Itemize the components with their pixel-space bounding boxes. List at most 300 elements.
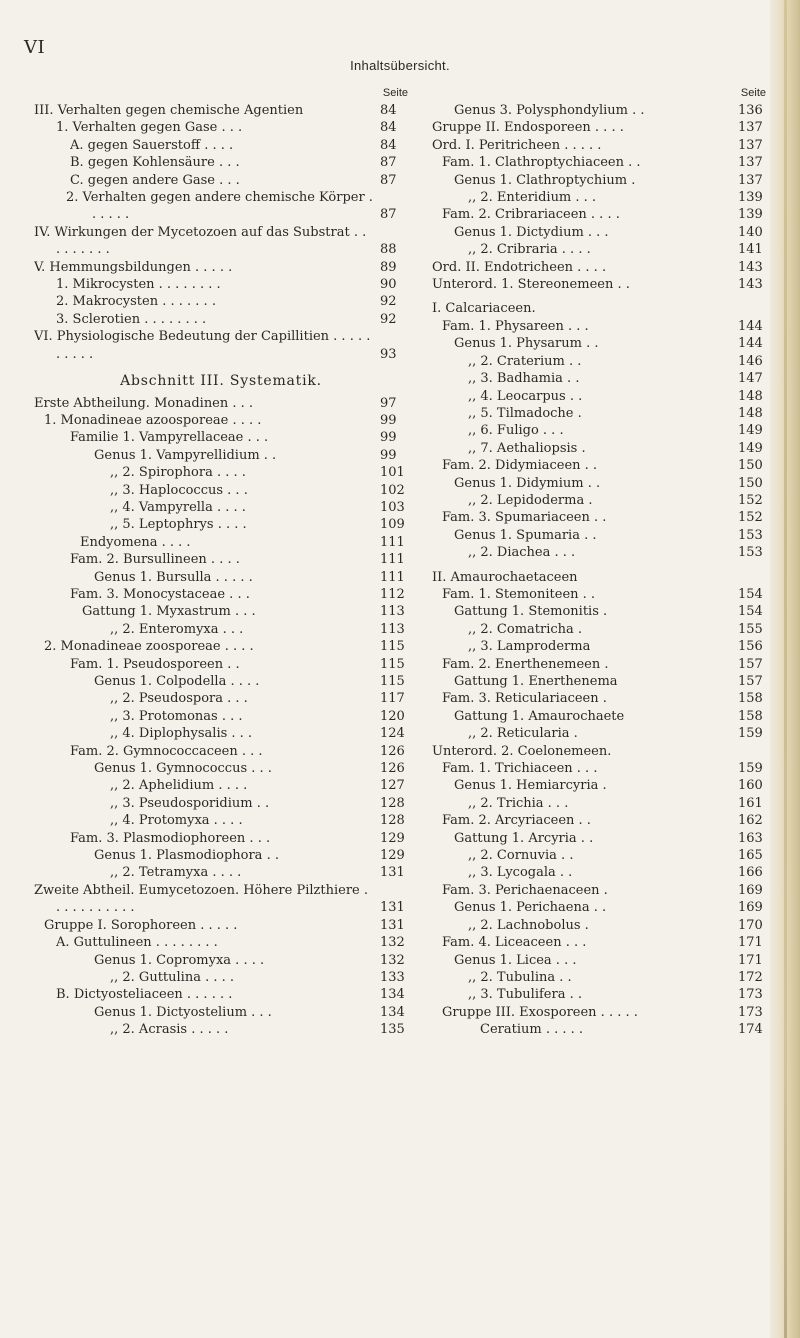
toc-entry-label: Genus 1. Copromyxa . . . . [94,952,265,968]
toc-entry [34,429,408,446]
toc-entry-page: 149 [738,440,763,456]
toc-entry-label: A. gegen Sauerstoff . . . . [70,137,234,153]
toc-entry [432,370,766,387]
toc-entry-page: 124 [380,726,405,742]
toc-entry-label: Fam. 3. Spumariaceen . . [442,510,607,526]
toc-entry [34,293,408,310]
toc-entry [432,586,766,603]
toc-entry-page: 137 [738,120,763,136]
toc-entry-label: ,, 4. Protomyxa . . . . [110,813,243,829]
toc-entry-page: 127 [380,778,405,794]
toc-entry [432,1004,766,1021]
toc-entry-page: 103 [380,499,405,515]
toc-entry [34,311,408,328]
toc-entry-label: ,, 2. Acrasis . . . . . [110,1022,229,1038]
toc-entry-label: Ord. II. Endotricheen . . . . [432,259,607,275]
toc-entry-label: I. Calcariaceen. [432,301,536,317]
toc-entry-label: 2. Verhalten gegen andere chemische Körper . . . . . . [66,190,373,223]
toc-entry [432,405,766,422]
toc-entry-label: Genus 1. Didymium . . [454,475,601,491]
toc-right-column [432,84,766,1039]
toc-right-entries [432,102,766,1039]
toc-entry-page: 140 [738,224,763,240]
toc-entry-label: Erste Abtheilung. Monadinen . . . [34,395,254,411]
toc-entry-label: Fam. 2. Didymiaceen . . [442,458,598,474]
toc-entry-label: ,, 6. Fuligo . . . [468,423,564,439]
toc-entry [34,882,408,917]
toc-entry-label: ,, 3. Tubulifera . . [468,987,582,1003]
toc-entry-label: Gattung 1. Arcyria . . [454,830,594,846]
toc-entry-page: 171 [738,935,763,951]
toc-entry-page: 135 [380,1022,405,1038]
toc-entry [432,673,766,690]
toc-entry [432,603,766,620]
toc-entry [34,952,408,969]
toc-entry-label: Fam. 2. Arcyriaceen . . [442,813,591,829]
toc-entry-label: ,, 2. Enteromyxa . . . [110,621,244,637]
toc-entry-page: 134 [380,987,405,1003]
toc-entry [34,777,408,794]
toc-entry [432,690,766,707]
toc-entry [34,102,408,119]
toc-entry [432,760,766,777]
toc-entry-label: Genus 1. Physarum . . [454,336,599,352]
toc-entry [432,934,766,951]
toc-entry [432,708,766,725]
toc-entry [432,224,766,241]
toc-entry-page: 158 [738,708,763,724]
toc-entry-page: 84 [380,103,397,118]
toc-entry [432,725,766,742]
toc-entry-page: 143 [738,259,763,275]
toc-entry [34,137,408,154]
toc-entry [432,440,766,457]
toc-entry-page: 93 [380,346,397,362]
toc-entry [34,795,408,812]
toc-entry [34,551,408,568]
toc-entry [432,318,766,335]
toc-entry-label: Fam. 3. Monocystaceae . . . [70,586,250,602]
toc-entry-page: 174 [738,1022,763,1038]
toc-entry [432,276,766,293]
toc-entry-page: 147 [738,371,763,387]
toc-entry-label: Genus 1. Perichaena . . [454,900,607,916]
toc-entry [34,708,408,725]
toc-entry [34,603,408,620]
toc-entry-page: 144 [738,336,763,352]
toc-entry-page: 159 [738,726,763,742]
toc-entry-page: 134 [380,1004,405,1020]
toc-entry-page: 133 [380,969,405,985]
toc-entry [34,864,408,881]
toc-entry-label: ,, 2. Lepidoderma . [468,492,593,508]
toc-entry [432,509,766,526]
toc-entry-label: ,, 3. Lamproderma [468,639,591,655]
toc-entry [432,812,766,829]
toc-entry-label: Genus 1. Dictyostelium . . . [94,1004,272,1020]
toc-entry-page: 173 [738,987,763,1003]
toc-entry-label: ,, 2. Cribraria . . . . [468,242,591,258]
toc-entry-label: ,, 2. Tubulina . . [468,969,572,985]
toc-entry-page: 112 [380,586,405,602]
toc-entry-page: 84 [380,120,397,136]
seite-header-right: Seite [740,87,766,99]
toc-entry-page: 132 [380,935,405,951]
toc-entry [34,673,408,690]
toc-entry-label: 1. Monadineae azoosporeae . . . . [44,412,262,428]
toc-entry-label: Genus 1. Dictydium . . . [454,224,609,240]
toc-entry [432,569,766,586]
toc-entry [34,847,408,864]
toc-entry [34,482,408,499]
toc-entry [432,457,766,474]
toc-entry [34,224,408,259]
toc-entry-page: 143 [738,277,763,293]
toc-entry-label: Gattung 1. Amaurochaete [454,708,625,724]
toc-entry-label: 2. Monadineae zoosporeae . . . . [44,639,254,655]
toc-entry-label: Fam. 3. Reticulariaceen . [442,691,607,707]
toc-entry [432,102,766,119]
toc-left-column [34,84,408,1039]
toc-entry-label: Fam. 1. Physareen . . . [442,318,589,334]
toc-entry-page: 154 [738,586,763,602]
toc-entry-page: 158 [738,691,763,707]
toc-entry [34,1004,408,1021]
toc-entry-label: Gattung 1. Stemonitis . [454,604,608,620]
toc-entry [432,899,766,916]
toc-entry-label: Genus 1. Licea . . . [454,952,577,968]
toc-entry-page: 171 [738,952,763,968]
toc-entry-page: 92 [380,294,397,310]
toc-entry-page: 155 [738,621,763,637]
toc-entry [34,464,408,481]
toc-entry-label: Fam. 1. Clathroptychiaceen . . [442,155,641,171]
toc-entry-page: 173 [738,1004,763,1020]
toc-entry [432,864,766,881]
toc-entry [432,1021,766,1038]
toc-entry-page: 115 [380,639,405,655]
toc-entry [34,154,408,171]
toc-entry-label: ,, 3. Badhamia . . [468,371,580,387]
toc-entry [34,328,408,363]
toc-entry [34,172,408,189]
toc-entry [432,952,766,969]
toc-entry [34,621,408,638]
toc-entry-label: Genus 1. Plasmodiophora . . [94,848,279,864]
toc-entry-label: Fam. 2. Gymnococcaceen . . . [70,743,263,759]
toc-entry-label: ,, 2. Lachnobolus . [468,917,589,933]
toc-entry [432,492,766,509]
toc-entry-page: 137 [738,172,763,188]
toc-left-entries [34,102,408,1039]
section-heading [34,373,408,390]
toc-entry-label: 2. Makrocysten . . . . . . . [56,294,216,310]
toc-entry-page: 157 [738,656,763,672]
toc-entry-page: 161 [738,795,763,811]
toc-entry-label: IV. Wirkungen der Mycetozoen auf das Substrat . . . . . . . . . [34,224,367,258]
toc-entry-page: 148 [738,405,763,421]
toc-entry [34,638,408,655]
toc-entry-label: Abschnitt III. Systematik. [120,373,322,390]
toc-entry-label: ,, 2. Trichia . . . [468,795,569,811]
toc-entry-page: 131 [380,865,405,881]
toc-entry-page: 87 [380,155,397,171]
toc-entry [432,621,766,638]
toc-entry [34,986,408,1003]
toc-entry [34,656,408,673]
toc-entry-label: ,, 2. Tetramyxa . . . . [110,865,242,881]
toc-entry-page: 144 [738,318,763,334]
toc-entry [34,569,408,586]
toc-entry [34,725,408,742]
toc-entry [34,760,408,777]
toc-entry-label: Gattung 1. Myxastrum . . . [82,604,256,620]
toc-entry-page: 165 [738,848,763,864]
toc-entry [34,534,408,551]
toc-entry [432,527,766,544]
toc-entry-label: Genus 1. Bursulla . . . . . [94,569,253,585]
toc-entry-label: Fam. 2. Bursullineen . . . . [70,552,240,568]
toc-entry-page: 152 [738,492,763,508]
toc-entry [34,499,408,516]
toc-entry-label: Gruppe I. Sorophoreen . . . . . [44,917,238,933]
toc-entry [432,422,766,439]
toc-entry-page: 131 [380,900,405,916]
toc-entry [432,986,766,1003]
toc-entry-label: ,, 5. Leptophrys . . . . [110,517,247,533]
toc-entry-label: ,, 4. Vampyrella . . . . [110,499,246,515]
toc-entry-page: 99 [380,430,397,446]
toc-entry-page: 132 [380,952,405,968]
toc-entry [432,353,766,370]
toc-entry [432,475,766,492]
toc-entry-label: ,, 5. Tilmadoche . [468,405,582,421]
toc-entry [432,847,766,864]
toc-entry-page: 120 [380,708,405,724]
toc-entry-label: Genus 1. Colpodella . . . . [94,674,260,689]
toc-entry-page: 153 [738,527,763,543]
toc-entry-label: B. Dictyosteliaceen . . . . . . [56,987,233,1003]
toc-entry [432,241,766,258]
toc-entry-page: 154 [738,604,763,620]
toc-entry-page: 169 [738,900,763,916]
toc-entry-page: 150 [738,458,763,474]
toc-entry-page: 172 [738,969,763,985]
toc-entry-label: ,, 2. Reticularia . [468,726,578,742]
toc-entry-page: 137 [738,137,763,153]
toc-entry-label: ,, 2. Craterium . . [468,353,582,369]
toc-entry-label: 3. Sclerotien . . . . . . . . [56,311,207,327]
toc-entry [432,335,766,352]
toc-entry [432,743,766,760]
toc-entry [432,917,766,934]
toc-entry [432,656,766,673]
toc-entry-page: 159 [738,761,763,777]
toc-entry-label: Fam. 3. Perichaenaceen . [442,882,608,898]
toc-entry-label: 1. Mikrocysten . . . . . . . . [56,277,221,293]
toc-entry-label: Gruppe III. Exosporeen . . . . . [442,1004,638,1020]
toc-entry [432,777,766,794]
toc-entry-label: ,, 2. Guttulina . . . . [110,969,235,985]
toc-entry [34,812,408,829]
toc-entry-label: ,, 7. Aethaliopsis . [468,440,586,456]
toc-entry-page: 129 [380,848,405,864]
toc-entry-label: ,, 2. Comatricha . [468,621,583,637]
toc-entry-label: ,, 2. Pseudospora . . . [110,691,248,707]
toc-entry [34,447,408,464]
toc-entry-label: Fam. 1. Pseudosporeen . . [70,656,240,672]
toc-entry [432,638,766,655]
toc-entry [34,1021,408,1038]
seite-header-left: Seite [382,87,408,99]
toc-entry [34,516,408,533]
toc-entry [34,259,408,276]
toc-entry-page: 99 [380,412,397,428]
toc-entry-label: Familie 1. Vampyrellaceae . . . [70,430,269,446]
toc-entry [34,586,408,603]
toc-entry-page: 169 [738,882,763,898]
toc-entry [34,189,408,224]
toc-entry-label: II. Amaurochaetaceen [432,569,578,585]
toc-entry [432,795,766,812]
toc-entry-page: 111 [380,552,405,568]
toc-entry-page: 160 [738,778,763,794]
toc-entry-page: 88 [380,242,397,258]
toc-entry-page: 126 [380,761,405,777]
page-edge-shadow [770,0,800,1338]
toc-entry-label: Unterord. 1. Stereonemeen . . [432,277,630,293]
toc-entry [34,743,408,760]
toc-entry-label: Fam. 2. Cribrariaceen . . . . [442,207,620,223]
toc-entry-page: 153 [738,545,763,561]
toc-entry [432,882,766,899]
toc-entry [432,154,766,171]
toc-entry-page: 113 [380,621,405,637]
toc-entry-page: 113 [380,604,405,620]
toc-entry-label: Gattung 1. Enerthenema [454,674,618,689]
toc-entry-label: V. Hemmungsbildungen . . . . . [34,259,233,275]
toc-entry-page: 170 [738,917,763,933]
page-number: VI [24,37,46,58]
toc-entry-label: Fam. 1. Trichiaceen . . . [442,761,598,777]
toc-entry-label: Ord. I. Peritricheen . . . . . [432,137,602,153]
toc-entry-label: ,, 4. Diplophysalis . . . [110,726,253,742]
toc-entry-page: 97 [380,395,397,411]
toc-entry-label: ,, 4. Leocarpus . . [468,388,583,404]
toc-entry-label: C. gegen andere Gase . . . [70,172,240,188]
toc-entry-page: 146 [738,353,763,369]
toc-entry-label: Unterord. 2. Coelonemeen. [432,743,612,759]
toc-entry [432,172,766,189]
toc-entry-page: 129 [380,830,405,846]
toc-entry-page: 111 [380,534,405,550]
toc-entry-label: Fam. 2. Enerthenemeen . [442,656,609,672]
toc-entry-page: 148 [738,388,763,404]
toc-entry [432,206,766,223]
toc-entry [34,395,408,412]
toc-entry-page: 109 [380,517,405,533]
toc-entry [34,119,408,136]
toc-entry-page: 149 [738,423,763,439]
toc-entry-page: 99 [380,447,397,463]
toc-entry [432,830,766,847]
toc-entry-page: 157 [738,674,763,689]
toc-entry [432,300,766,317]
toc-entry-page: 152 [738,510,763,526]
toc-entry-page: 87 [380,207,397,223]
toc-entry-label: Ceratium . . . . . [480,1022,584,1038]
toc-entry [34,276,408,293]
toc-entry-label: Gruppe II. Endosporeen . . . . [432,120,624,136]
toc-entry-label: Genus 1. Hemiarcyria . [454,778,607,794]
toc-entry [34,690,408,707]
toc-entry-label: ,, 3. Haplococcus . . . [110,482,248,498]
toc-entry-label: ,, 2. Enteridium . . . [468,190,597,206]
toc-entry-label: ,, 3. Pseudosporidium . . [110,795,270,811]
toc-entry-page: 115 [380,656,405,672]
toc-entry-page: 92 [380,311,397,327]
toc-entry-label: Genus 1. Clathroptychium . [454,172,636,188]
toc-entry-label: ,, 3. Protomonas . . . [110,708,243,724]
toc-entry-page: 128 [380,813,405,829]
toc-entry-label: ,, 2. Diachea . . . [468,545,576,561]
toc-entry [432,969,766,986]
toc-entry-page: 137 [738,155,763,171]
toc-entry-label: B. gegen Kohlensäure . . . [70,155,240,171]
toc-entry-label: Genus 1. Spumaria . . [454,527,597,543]
toc-entry-page: 156 [738,639,763,655]
toc-entry-label: A. Guttulineen . . . . . . . . [56,935,218,951]
toc-entry-label: Genus 3. Polysphondylium . . [454,103,645,118]
toc-entry [34,412,408,429]
toc-entry [34,934,408,951]
toc-entry-page: 102 [380,482,405,498]
toc-entry-label: Genus 1. Vampyrellidium . . [94,447,277,463]
toc-entry [34,969,408,986]
toc-entry-page: 128 [380,795,405,811]
toc-entry-page: 84 [380,137,397,153]
toc-entry-label: 1. Verhalten gegen Gase . . . [56,120,243,136]
toc-entry-page: 87 [380,172,397,188]
toc-entry [432,388,766,405]
toc-entry-page: 117 [380,691,405,707]
toc-entry-page: 111 [380,569,405,585]
toc-entry [34,917,408,934]
toc-entry-label: Fam. 3. Plasmodiophoreen . . . [70,830,271,846]
toc-entry-page: 139 [738,207,763,223]
toc-entry-label: Fam. 1. Stemoniteen . . [442,586,596,602]
toc-entry-page: 141 [738,242,763,258]
toc-entry-label: ,, 3. Lycogala . . [468,865,573,881]
toc-entry [432,544,766,561]
toc-entry-page: 101 [380,465,405,481]
toc-entry [432,189,766,206]
toc-entry-page: 139 [738,190,763,206]
toc-entry-page: 131 [380,917,405,933]
toc-entry-page: 166 [738,865,763,881]
toc-entry-page: 115 [380,674,405,689]
toc-entry-label: Fam. 4. Liceaceen . . . [442,935,587,951]
toc-entry-page: 162 [738,813,763,829]
toc-entry-page: 89 [380,259,397,275]
toc-entry-label: ,, 2. Spirophora . . . . [110,465,246,481]
toc-entry [432,119,766,136]
toc-entry-label: VI. Physiologische Bedeutung der Capillitien . . . . . . . . . . [34,329,371,362]
toc-entry-page: 136 [738,103,763,118]
toc-entry-label: Genus 1. Gymnococcus . . . [94,761,272,777]
toc-entry-label: III. Verhalten gegen chemische Agentien [34,103,304,118]
toc-entry-page: 90 [380,277,397,293]
